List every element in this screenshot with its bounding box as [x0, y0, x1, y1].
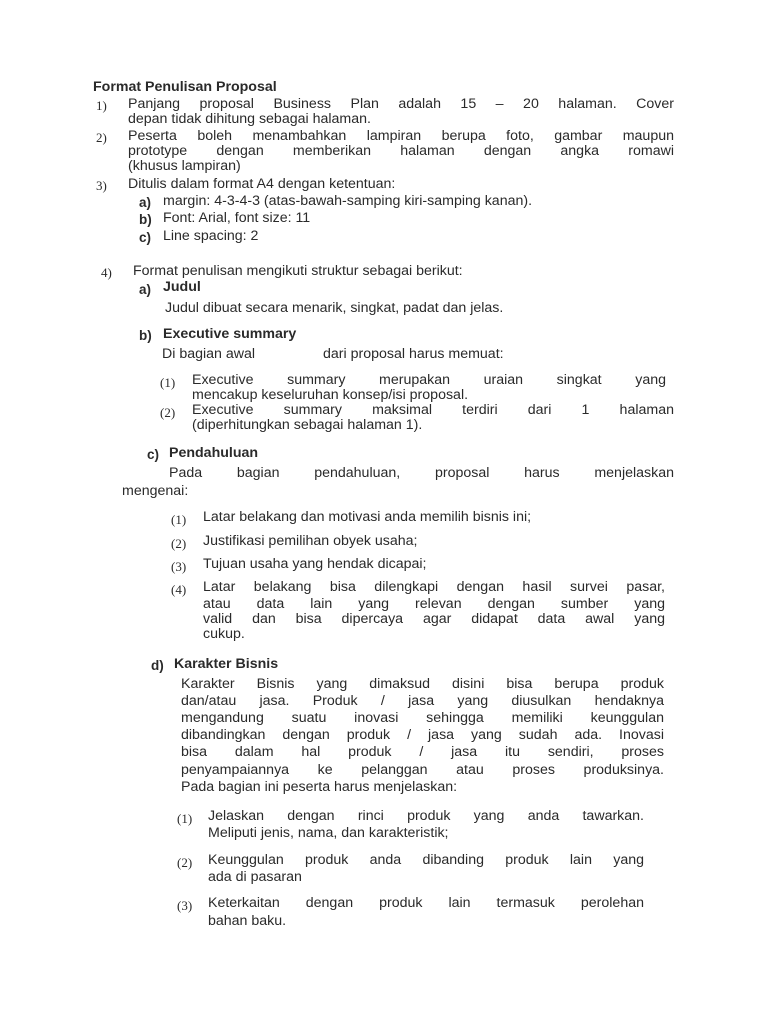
section-label: a): [139, 282, 152, 297]
document-title: Format Penulisan Proposal: [93, 79, 277, 95]
item-number: 4): [101, 265, 112, 280]
pendahuluan-body-line-1: Pada bagian pendahuluan, proposal harus menjelaskan: [169, 465, 674, 481]
point-number: (4): [171, 582, 187, 597]
point-number: (1): [171, 512, 187, 527]
exec-point-2-line-1: Executive summary maksimal terdiri dari 1 halaman: [192, 402, 674, 418]
section-label: d): [151, 658, 164, 673]
karakter-point-3-line-1: Keterkaitan dengan produk lain termasuk perolehan: [208, 895, 644, 911]
sub-item-text: margin: 4-3-4-3 (atas-bawah-samping kiri-samping kanan).: [163, 193, 533, 209]
karakter-point-1-line-1: Jelaskan dengan rinci produk yang anda tawarkan.: [208, 808, 644, 824]
section-heading-executive-summary: Executive summary: [163, 326, 297, 342]
pendahuluan-point-2: Justifikasi pemilihan obyek usaha;: [203, 533, 418, 549]
section-heading-karakter-bisnis: Karakter Bisnis: [174, 656, 279, 672]
point-number: (2): [177, 855, 193, 870]
sub-item-text: Line spacing: 2: [163, 228, 259, 244]
section-judul-body: Judul dibuat secara menarik, singkat, padat dan jelas.: [165, 300, 504, 316]
section-b-intro-part-1: Di bagian awal: [162, 346, 256, 362]
exec-point-2-line-2: (diperhitungkan sebagai halaman 1).: [192, 417, 423, 433]
pendahuluan-point-4-line-3: valid dan bisa dipercaya agar didapat data awal yang: [203, 611, 665, 627]
section-heading-judul: Judul: [163, 279, 201, 295]
karakter-body-line-1: Karakter Bisnis yang dimaksud disini bisa berupa produk: [181, 676, 664, 692]
item-2-line-2: prototype dengan memberikan halaman dengan angka romawi: [128, 143, 674, 159]
item-number: 1): [96, 98, 107, 113]
sub-label: b): [139, 212, 152, 227]
section-heading-pendahuluan: Pendahuluan: [169, 445, 259, 461]
section-label: b): [139, 328, 152, 343]
sub-item-text: Font: Arial, font size: 11: [163, 210, 311, 226]
pendahuluan-point-1: Latar belakang dan motivasi anda memilih bisnis ini;: [203, 509, 532, 525]
pendahuluan-body-line-2: mengenai:: [122, 483, 189, 499]
karakter-body-line-3: mengandung suatu inovasi sehingga memiliki keunggulan: [181, 710, 664, 726]
exec-point-1-line-2: mencakup keseluruhan konsep/isi proposal.: [192, 387, 469, 403]
karakter-body-line-4: dibandingkan dengan produk / jasa yang sudah ada. Inovasi: [181, 727, 664, 743]
pendahuluan-point-4-line-4: cukup.: [203, 626, 245, 642]
point-number: (1): [177, 811, 193, 826]
point-number: (2): [171, 536, 187, 551]
karakter-point-2-line-2: ada di pasaran: [208, 869, 302, 885]
item-1-line-1: Panjang proposal Business Plan adalah 15 – 20 halaman. Cover: [128, 96, 674, 112]
point-number: (2): [160, 405, 176, 420]
item-1-line-2: depan tidak dihitung sebagai halaman.: [128, 111, 371, 127]
section-label: c): [147, 447, 160, 462]
point-number: (3): [177, 898, 193, 913]
pendahuluan-point-3: Tujuan usaha yang hendak dicapai;: [203, 556, 427, 572]
pendahuluan-point-4-line-2: atau data lain yang relevan dengan sumber yang: [203, 596, 665, 612]
karakter-point-1-line-2: Meliputi jenis, nama, dan karakteristik;: [208, 825, 449, 841]
karakter-body-line-5: bisa dalam hal produk / jasa itu sendiri, proses: [181, 744, 664, 760]
karakter-body-line-2: dan/atau jasa. Produk / jasa yang diusulkan hendaknya: [181, 693, 664, 709]
item-number: 2): [96, 130, 107, 145]
section-b-intro-part-2: dari proposal harus memuat:: [323, 346, 504, 362]
item-number: 3): [96, 178, 107, 193]
karakter-point-2-line-1: Keunggulan produk anda dibanding produk lain yang: [208, 852, 644, 868]
karakter-body-line-7: Pada bagian ini peserta harus menjelaskan:: [181, 779, 458, 795]
sub-label: a): [139, 195, 152, 210]
exec-point-1-line-1: Executive summary merupakan uraian singkat yang: [192, 372, 666, 388]
karakter-point-3-line-2: bahan baku.: [208, 913, 287, 929]
pendahuluan-point-4-line-1: Latar belakang bisa dilengkapi dengan hasil survei pasar,: [203, 579, 665, 595]
point-number: (1): [160, 375, 176, 390]
item-2-line-3: (khusus lampiran): [128, 158, 241, 174]
item-4-line-1: Format penulisan mengikuti struktur sebagai berikut:: [133, 263, 463, 279]
point-number: (3): [171, 559, 187, 574]
item-3-line-1: Ditulis dalam format A4 dengan ketentuan:: [128, 176, 396, 192]
sub-label: c): [139, 230, 152, 245]
karakter-body-line-6: penyampaiannya ke pelanggan atau proses produksinya.: [181, 762, 664, 778]
item-2-line-1: Peserta boleh menambahkan lampiran berupa foto, gambar maupun: [128, 128, 674, 144]
